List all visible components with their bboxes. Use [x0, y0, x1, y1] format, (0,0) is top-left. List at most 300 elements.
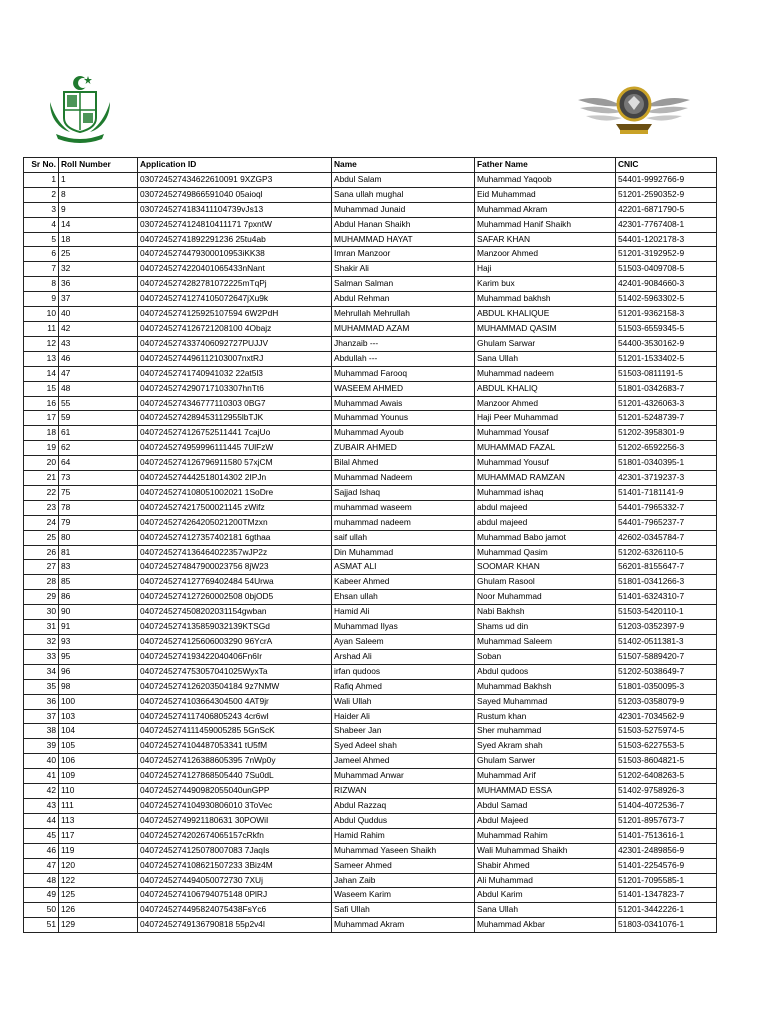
- sr-no-cell: 5: [24, 232, 59, 247]
- sr-no-cell: 10: [24, 307, 59, 322]
- name-cell: Sameer Ahmed: [332, 858, 475, 873]
- table-row: [24, 694, 717, 709]
- roll-number-cell: 83: [59, 560, 138, 575]
- application-id-cell: 0407245274108051002021 1SoDre: [138, 485, 332, 500]
- sr-no-cell: 25: [24, 530, 59, 545]
- cnic-cell: 51203-0358079-9: [616, 694, 717, 709]
- sr-no-cell: 1: [24, 172, 59, 187]
- cnic-cell: 51201-8957673-7: [616, 813, 717, 828]
- table-row: [24, 381, 717, 396]
- table-row: [24, 798, 717, 813]
- roll-number-cell: 59: [59, 411, 138, 426]
- cnic-cell: 42602-0345784-7: [616, 530, 717, 545]
- father-name-cell: Haji: [475, 262, 616, 277]
- roll-number-cell: 40: [59, 307, 138, 322]
- father-name-cell: Muhammad Qasim: [475, 545, 616, 560]
- name-cell: Sana ullah mughal: [332, 187, 475, 202]
- cnic-cell: 51201-3442226-1: [616, 903, 717, 918]
- roll-number-cell: 85: [59, 575, 138, 590]
- roll-number-cell: 18: [59, 232, 138, 247]
- roll-number-cell: 80: [59, 530, 138, 545]
- application-id-cell: 0407245274126796911580 57xjCM: [138, 456, 332, 471]
- roll-number-cell: 103: [59, 709, 138, 724]
- application-id-cell: 0407245274126388605395 7nWp0y: [138, 754, 332, 769]
- application-id-cell: 0407245274127260002508 0bjOD5: [138, 590, 332, 605]
- header-application-id: Application ID: [138, 158, 332, 173]
- cnic-cell: 51401-7181141-9: [616, 485, 717, 500]
- cnic-cell: 51202-5038649-7: [616, 664, 717, 679]
- father-name-cell: Abdul Karim: [475, 888, 616, 903]
- table-row: [24, 187, 717, 202]
- table-row: [24, 426, 717, 441]
- cnic-cell: 51202-6326110-5: [616, 545, 717, 560]
- father-name-cell: Syed Akram shah: [475, 739, 616, 754]
- application-id-cell: 0407245274117406805243 4cr6wI: [138, 709, 332, 724]
- name-cell: Muhammad Awais: [332, 396, 475, 411]
- application-id-cell: 0407245274111459005285 5GnScK: [138, 724, 332, 739]
- father-name-cell: MUHAMMAD QASIM: [475, 321, 616, 336]
- father-name-cell: MUHAMMAD ESSA: [475, 784, 616, 799]
- father-name-cell: ABDUL KHALIQUE: [475, 307, 616, 322]
- name-cell: Muhammad Junaid: [332, 202, 475, 217]
- application-id-cell: 0407245274264205021200TMzxn: [138, 515, 332, 530]
- name-cell: Jahan Zaib: [332, 873, 475, 888]
- application-id-cell: 04072452749921180631 30POWiI: [138, 813, 332, 828]
- table-row: [24, 321, 717, 336]
- table-row: [24, 545, 717, 560]
- sr-no-cell: 19: [24, 441, 59, 456]
- application-id-cell: 0407245274104930806010 3ToVec: [138, 798, 332, 813]
- roll-number-cell: 126: [59, 903, 138, 918]
- roll-number-cell: 109: [59, 769, 138, 784]
- table-row: [24, 575, 717, 590]
- table-row: [24, 888, 717, 903]
- table-row: [24, 441, 717, 456]
- name-cell: Jhanzaib ---: [332, 336, 475, 351]
- cnic-cell: 51202-6592256-3: [616, 441, 717, 456]
- application-id-cell: 0407245274125925107594 6W2PdH: [138, 307, 332, 322]
- application-id-cell: 0407245274290717103307hnTt6: [138, 381, 332, 396]
- government-emblem-logo: [42, 72, 118, 144]
- name-cell: Safi Ullah: [332, 903, 475, 918]
- sr-no-cell: 15: [24, 381, 59, 396]
- name-cell: Syed Adeel shah: [332, 739, 475, 754]
- table-row: [24, 262, 717, 277]
- application-id-cell: 0407245274508202031154gwban: [138, 605, 332, 620]
- table-row: [24, 784, 717, 799]
- father-name-cell: Ali Muhammad: [475, 873, 616, 888]
- application-id-cell: 0407245274106794075148 0PlRJ: [138, 888, 332, 903]
- application-id-cell: 0407245274753057041025WyxTa: [138, 664, 332, 679]
- father-name-cell: Muhammad nadeem: [475, 366, 616, 381]
- application-id-cell: 0407245274125606003290 96YcrA: [138, 635, 332, 650]
- name-cell: irfan qudoos: [332, 664, 475, 679]
- name-cell: Muhammad Ayoub: [332, 426, 475, 441]
- roll-number-cell: 95: [59, 649, 138, 664]
- sr-no-cell: 24: [24, 515, 59, 530]
- application-id-cell: 0407245274337406092727PUJJV: [138, 336, 332, 351]
- table-row: [24, 709, 717, 724]
- sr-no-cell: 26: [24, 545, 59, 560]
- application-id-cell: 0407245274136464022357wJP2z: [138, 545, 332, 560]
- roll-number-cell: 111: [59, 798, 138, 813]
- header-row: [24, 158, 717, 173]
- application-id-cell: 04072452741274105072647jXu9k: [138, 292, 332, 307]
- table-row: [24, 873, 717, 888]
- pakistan-government-emblem-icon: [42, 72, 118, 144]
- header-roll-number: Roll Number: [59, 158, 138, 173]
- sr-no-cell: 11: [24, 321, 59, 336]
- name-cell: Rafiq Ahmed: [332, 679, 475, 694]
- cnic-cell: 51201-7095585-1: [616, 873, 717, 888]
- father-name-cell: Noor Muhammad: [475, 590, 616, 605]
- name-cell: Haider Ali: [332, 709, 475, 724]
- sr-no-cell: 17: [24, 411, 59, 426]
- application-id-cell: 0407245274479300010953iKK38: [138, 247, 332, 262]
- father-name-cell: Ghulam Sarwar: [475, 336, 616, 351]
- sr-no-cell: 20: [24, 456, 59, 471]
- table-row: [24, 366, 717, 381]
- roll-number-cell: 25: [59, 247, 138, 262]
- application-id-cell: 0407245274193422040406Fn6Ir: [138, 649, 332, 664]
- application-id-cell: 0407245274490982055040unGPP: [138, 784, 332, 799]
- name-cell: Kabeer Ahmed: [332, 575, 475, 590]
- name-cell: Abdul Rehman: [332, 292, 475, 307]
- cnic-cell: 51401-2254576-9: [616, 858, 717, 873]
- name-cell: ASMAT ALI: [332, 560, 475, 575]
- cnic-cell: 42301-2489856-9: [616, 843, 717, 858]
- sr-no-cell: 4: [24, 217, 59, 232]
- table-row: [24, 813, 717, 828]
- sr-no-cell: 45: [24, 828, 59, 843]
- sr-no-cell: 43: [24, 798, 59, 813]
- table-row: [24, 217, 717, 232]
- roll-number-cell: 9: [59, 202, 138, 217]
- cnic-cell: 51801-0340395-1: [616, 456, 717, 471]
- table-row: [24, 903, 717, 918]
- application-id-cell: 04072452741892291236 25tu4ab: [138, 232, 332, 247]
- sr-no-cell: 48: [24, 873, 59, 888]
- roll-number-cell: 86: [59, 590, 138, 605]
- father-name-cell: Muhammad Yousaf: [475, 426, 616, 441]
- name-cell: saif ullah: [332, 530, 475, 545]
- application-id-cell: 0407245274282781072225mTqPj: [138, 277, 332, 292]
- roll-number-cell: 48: [59, 381, 138, 396]
- table-row: [24, 724, 717, 739]
- name-cell: Jameel Ahmed: [332, 754, 475, 769]
- father-name-cell: Muhammad Saleem: [475, 635, 616, 650]
- application-id-cell: 0407245274346777110303 0BG7: [138, 396, 332, 411]
- table-row: [24, 664, 717, 679]
- table-row: [24, 739, 717, 754]
- application-id-cell: 0407245274847900023756 8jW23: [138, 560, 332, 575]
- table-header: [24, 158, 717, 173]
- table-row: [24, 635, 717, 650]
- application-id-cell: 0407245274442518014302 2IPJn: [138, 471, 332, 486]
- father-name-cell: Sana Ullah: [475, 351, 616, 366]
- roll-number-cell: 117: [59, 828, 138, 843]
- roll-number-cell: 120: [59, 858, 138, 873]
- name-cell: Abdullah ---: [332, 351, 475, 366]
- roll-number-cell: 36: [59, 277, 138, 292]
- roll-number-cell: 113: [59, 813, 138, 828]
- sr-no-cell: 32: [24, 635, 59, 650]
- application-id-cell: 04072452749136790818 55p2v4l: [138, 918, 332, 933]
- table-row: [24, 590, 717, 605]
- sr-no-cell: 49: [24, 888, 59, 903]
- roll-number-cell: 91: [59, 620, 138, 635]
- roll-number-cell: 90: [59, 605, 138, 620]
- father-name-cell: ABDUL KHALIQ: [475, 381, 616, 396]
- father-name-cell: Nabi Bakhsh: [475, 605, 616, 620]
- father-name-cell: Ghulam Rasool: [475, 575, 616, 590]
- father-name-cell: Muhammad Arif: [475, 769, 616, 784]
- father-name-cell: Abdul Majeed: [475, 813, 616, 828]
- roll-number-cell: 64: [59, 456, 138, 471]
- roll-number-cell: 106: [59, 754, 138, 769]
- roll-number-cell: 105: [59, 739, 138, 754]
- father-name-cell: SOOMAR KHAN: [475, 560, 616, 575]
- cnic-cell: 51503-6559345-5: [616, 321, 717, 336]
- sr-no-cell: 13: [24, 351, 59, 366]
- cnic-cell: 51503-0811191-5: [616, 366, 717, 381]
- roll-number-cell: 37: [59, 292, 138, 307]
- table-row: [24, 485, 717, 500]
- sr-no-cell: 18: [24, 426, 59, 441]
- father-name-cell: Muhammad Rahim: [475, 828, 616, 843]
- sr-no-cell: 23: [24, 500, 59, 515]
- cnic-cell: 51801-0350095-3: [616, 679, 717, 694]
- father-name-cell: Shams ud din: [475, 620, 616, 635]
- table-row: [24, 918, 717, 933]
- name-cell: MUHAMMAD AZAM: [332, 321, 475, 336]
- sr-no-cell: 6: [24, 247, 59, 262]
- table-row: [24, 679, 717, 694]
- table-row: [24, 605, 717, 620]
- sr-no-cell: 41: [24, 769, 59, 784]
- father-name-cell: Manzoor Ahmed: [475, 396, 616, 411]
- cnic-cell: 51803-0341076-1: [616, 918, 717, 933]
- roll-number-cell: 93: [59, 635, 138, 650]
- cnic-cell: 54401-9992766-9: [616, 172, 717, 187]
- application-id-cell: 0407245274126721208100 4Obajz: [138, 321, 332, 336]
- application-id-cell: 0407245274127357402181 6gthaa: [138, 530, 332, 545]
- name-cell: Sajjad Ishaq: [332, 485, 475, 500]
- sr-no-cell: 16: [24, 396, 59, 411]
- sr-no-cell: 39: [24, 739, 59, 754]
- name-cell: ZUBAIR AHMED: [332, 441, 475, 456]
- sr-no-cell: 47: [24, 858, 59, 873]
- table-row: [24, 396, 717, 411]
- father-name-cell: Muhammad Hanif Shaikh: [475, 217, 616, 232]
- roll-number-cell: 122: [59, 873, 138, 888]
- name-cell: Ehsan ullah: [332, 590, 475, 605]
- cnic-cell: 51202-3958301-9: [616, 426, 717, 441]
- father-name-cell: MUHAMMAD RAMZAN: [475, 471, 616, 486]
- father-name-cell: Muhammad ishaq: [475, 485, 616, 500]
- roll-number-cell: 43: [59, 336, 138, 351]
- name-cell: Abdul Salam: [332, 172, 475, 187]
- roll-number-cell: 104: [59, 724, 138, 739]
- name-cell: Muhammad Younus: [332, 411, 475, 426]
- sr-no-cell: 9: [24, 292, 59, 307]
- header-name: Name: [332, 158, 475, 173]
- name-cell: Muhammad Nadeem: [332, 471, 475, 486]
- cnic-cell: 51402-5963302-5: [616, 292, 717, 307]
- name-cell: Abdul Quddus: [332, 813, 475, 828]
- application-id-cell: 0407245274220401065433nNant: [138, 262, 332, 277]
- application-id-cell: 030724527434622610091 9XZGP3: [138, 172, 332, 187]
- sr-no-cell: 33: [24, 649, 59, 664]
- application-id-cell: 0407245274108621507233 3Biz4M: [138, 858, 332, 873]
- father-name-cell: Muhammad Akram: [475, 202, 616, 217]
- sr-no-cell: 36: [24, 694, 59, 709]
- father-name-cell: Muhammad Babo jamot: [475, 530, 616, 545]
- header-father-name: Father Name: [475, 158, 616, 173]
- cnic-cell: 42301-7034562-9: [616, 709, 717, 724]
- roll-number-cell: 47: [59, 366, 138, 381]
- father-name-cell: Haji Peer Muhammad: [475, 411, 616, 426]
- father-name-cell: Abdul qudoos: [475, 664, 616, 679]
- sr-no-cell: 35: [24, 679, 59, 694]
- roll-number-cell: 75: [59, 485, 138, 500]
- table-row: [24, 649, 717, 664]
- name-cell: MUHAMMAD HAYAT: [332, 232, 475, 247]
- cnic-cell: 51202-6408263-5: [616, 769, 717, 784]
- sr-no-cell: 37: [24, 709, 59, 724]
- table-row: [24, 277, 717, 292]
- roll-number-cell: 78: [59, 500, 138, 515]
- sr-no-cell: 14: [24, 366, 59, 381]
- roll-number-cell: 100: [59, 694, 138, 709]
- name-cell: Din Muhammad: [332, 545, 475, 560]
- application-id-cell: 0407245274495824075438FsYc6: [138, 903, 332, 918]
- roll-number-cell: 32: [59, 262, 138, 277]
- table-row: [24, 336, 717, 351]
- father-name-cell: Muhammad Akbar: [475, 918, 616, 933]
- merit-list-table: [23, 157, 717, 933]
- name-cell: Bilal Ahmed: [332, 456, 475, 471]
- cnic-cell: 51503-5420110-1: [616, 605, 717, 620]
- table-row: [24, 307, 717, 322]
- application-id-cell: 0407245274126752511441 7cajUo: [138, 426, 332, 441]
- table-row: [24, 843, 717, 858]
- name-cell: WASEEM AHMED: [332, 381, 475, 396]
- cnic-cell: 51401-1347823-7: [616, 888, 717, 903]
- application-id-cell: 0407245274959996111445 7UlFzW: [138, 441, 332, 456]
- name-cell: Muhammad Anwar: [332, 769, 475, 784]
- header-cnic: CNIC: [616, 158, 717, 173]
- roll-number-cell: 110: [59, 784, 138, 799]
- sr-no-cell: 28: [24, 575, 59, 590]
- cnic-cell: 56201-8155647-7: [616, 560, 717, 575]
- cnic-cell: 51401-7513616-1: [616, 828, 717, 843]
- name-cell: Abdul Hanan Shaikh: [332, 217, 475, 232]
- application-id-cell: 0407245274103664304500 4AT9jr: [138, 694, 332, 709]
- table-row: [24, 172, 717, 187]
- name-cell: Muhammad Yaseen Shaikh: [332, 843, 475, 858]
- cnic-cell: 51201-3192952-9: [616, 247, 717, 262]
- roll-number-cell: 81: [59, 545, 138, 560]
- roll-number-cell: 98: [59, 679, 138, 694]
- name-cell: Ayan Saleem: [332, 635, 475, 650]
- roll-number-cell: 1: [59, 172, 138, 187]
- table-row: [24, 515, 717, 530]
- table-row: [24, 202, 717, 217]
- roll-number-cell: 129: [59, 918, 138, 933]
- name-cell: Imran Manzoor: [332, 247, 475, 262]
- roll-number-cell: 61: [59, 426, 138, 441]
- cnic-cell: 51203-0352397-9: [616, 620, 717, 635]
- father-name-cell: Sher muhammad: [475, 724, 616, 739]
- table-body: [24, 172, 717, 932]
- roll-number-cell: 55: [59, 396, 138, 411]
- roll-number-cell: 79: [59, 515, 138, 530]
- cnic-cell: 51201-2590352-9: [616, 187, 717, 202]
- cnic-cell: 51201-1533402-5: [616, 351, 717, 366]
- roll-number-cell: 62: [59, 441, 138, 456]
- sr-no-cell: 51: [24, 918, 59, 933]
- name-cell: Abdul Razzaq: [332, 798, 475, 813]
- roll-number-cell: 14: [59, 217, 138, 232]
- cnic-cell: 51201-9362158-3: [616, 307, 717, 322]
- roll-number-cell: 8: [59, 187, 138, 202]
- name-cell: Shakir Ali: [332, 262, 475, 277]
- winged-crest-emblem-icon: [576, 78, 692, 140]
- cnic-cell: 51503-5275974-5: [616, 724, 717, 739]
- cnic-cell: 51507-5889420-7: [616, 649, 717, 664]
- father-name-cell: Muhammad Yousuf: [475, 456, 616, 471]
- name-cell: Muhammad Ilyas: [332, 620, 475, 635]
- father-name-cell: Sayed Muhammad: [475, 694, 616, 709]
- cnic-cell: 51402-0511381-3: [616, 635, 717, 650]
- table-row: [24, 828, 717, 843]
- roll-number-cell: 46: [59, 351, 138, 366]
- name-cell: Shabeer Jan: [332, 724, 475, 739]
- father-name-cell: Shabir Ahmed: [475, 858, 616, 873]
- cnic-cell: 51503-8604821-5: [616, 754, 717, 769]
- application-id-cell: 0407245274104487053341 tU5fM: [138, 739, 332, 754]
- name-cell: Muhammad Akram: [332, 918, 475, 933]
- sr-no-cell: 38: [24, 724, 59, 739]
- name-cell: Mehrullah Mehrullah: [332, 307, 475, 322]
- table-row: [24, 620, 717, 635]
- name-cell: Wali Ullah: [332, 694, 475, 709]
- cnic-cell: 42301-7767408-1: [616, 217, 717, 232]
- table-row: [24, 232, 717, 247]
- table-row: [24, 530, 717, 545]
- table-row: [24, 858, 717, 873]
- sr-no-cell: 29: [24, 590, 59, 605]
- table-row: [24, 500, 717, 515]
- roll-number-cell: 119: [59, 843, 138, 858]
- application-id-cell: 0407245274127769402484 54Urwa: [138, 575, 332, 590]
- sr-no-cell: 22: [24, 485, 59, 500]
- father-name-cell: Karim bux: [475, 277, 616, 292]
- cnic-cell: 51801-0341266-3: [616, 575, 717, 590]
- father-name-cell: Soban: [475, 649, 616, 664]
- application-id-cell: 04072452741740941032 22at5l3: [138, 366, 332, 381]
- father-name-cell: SAFAR KHAN: [475, 232, 616, 247]
- cnic-cell: 51401-6324310-7: [616, 590, 717, 605]
- roll-number-cell: 42: [59, 321, 138, 336]
- sr-no-cell: 40: [24, 754, 59, 769]
- sr-no-cell: 30: [24, 605, 59, 620]
- name-cell: Salman Salman: [332, 277, 475, 292]
- name-cell: Hamid Ali: [332, 605, 475, 620]
- application-id-cell: 0307245274124810411171 7pxntW: [138, 217, 332, 232]
- sr-no-cell: 21: [24, 471, 59, 486]
